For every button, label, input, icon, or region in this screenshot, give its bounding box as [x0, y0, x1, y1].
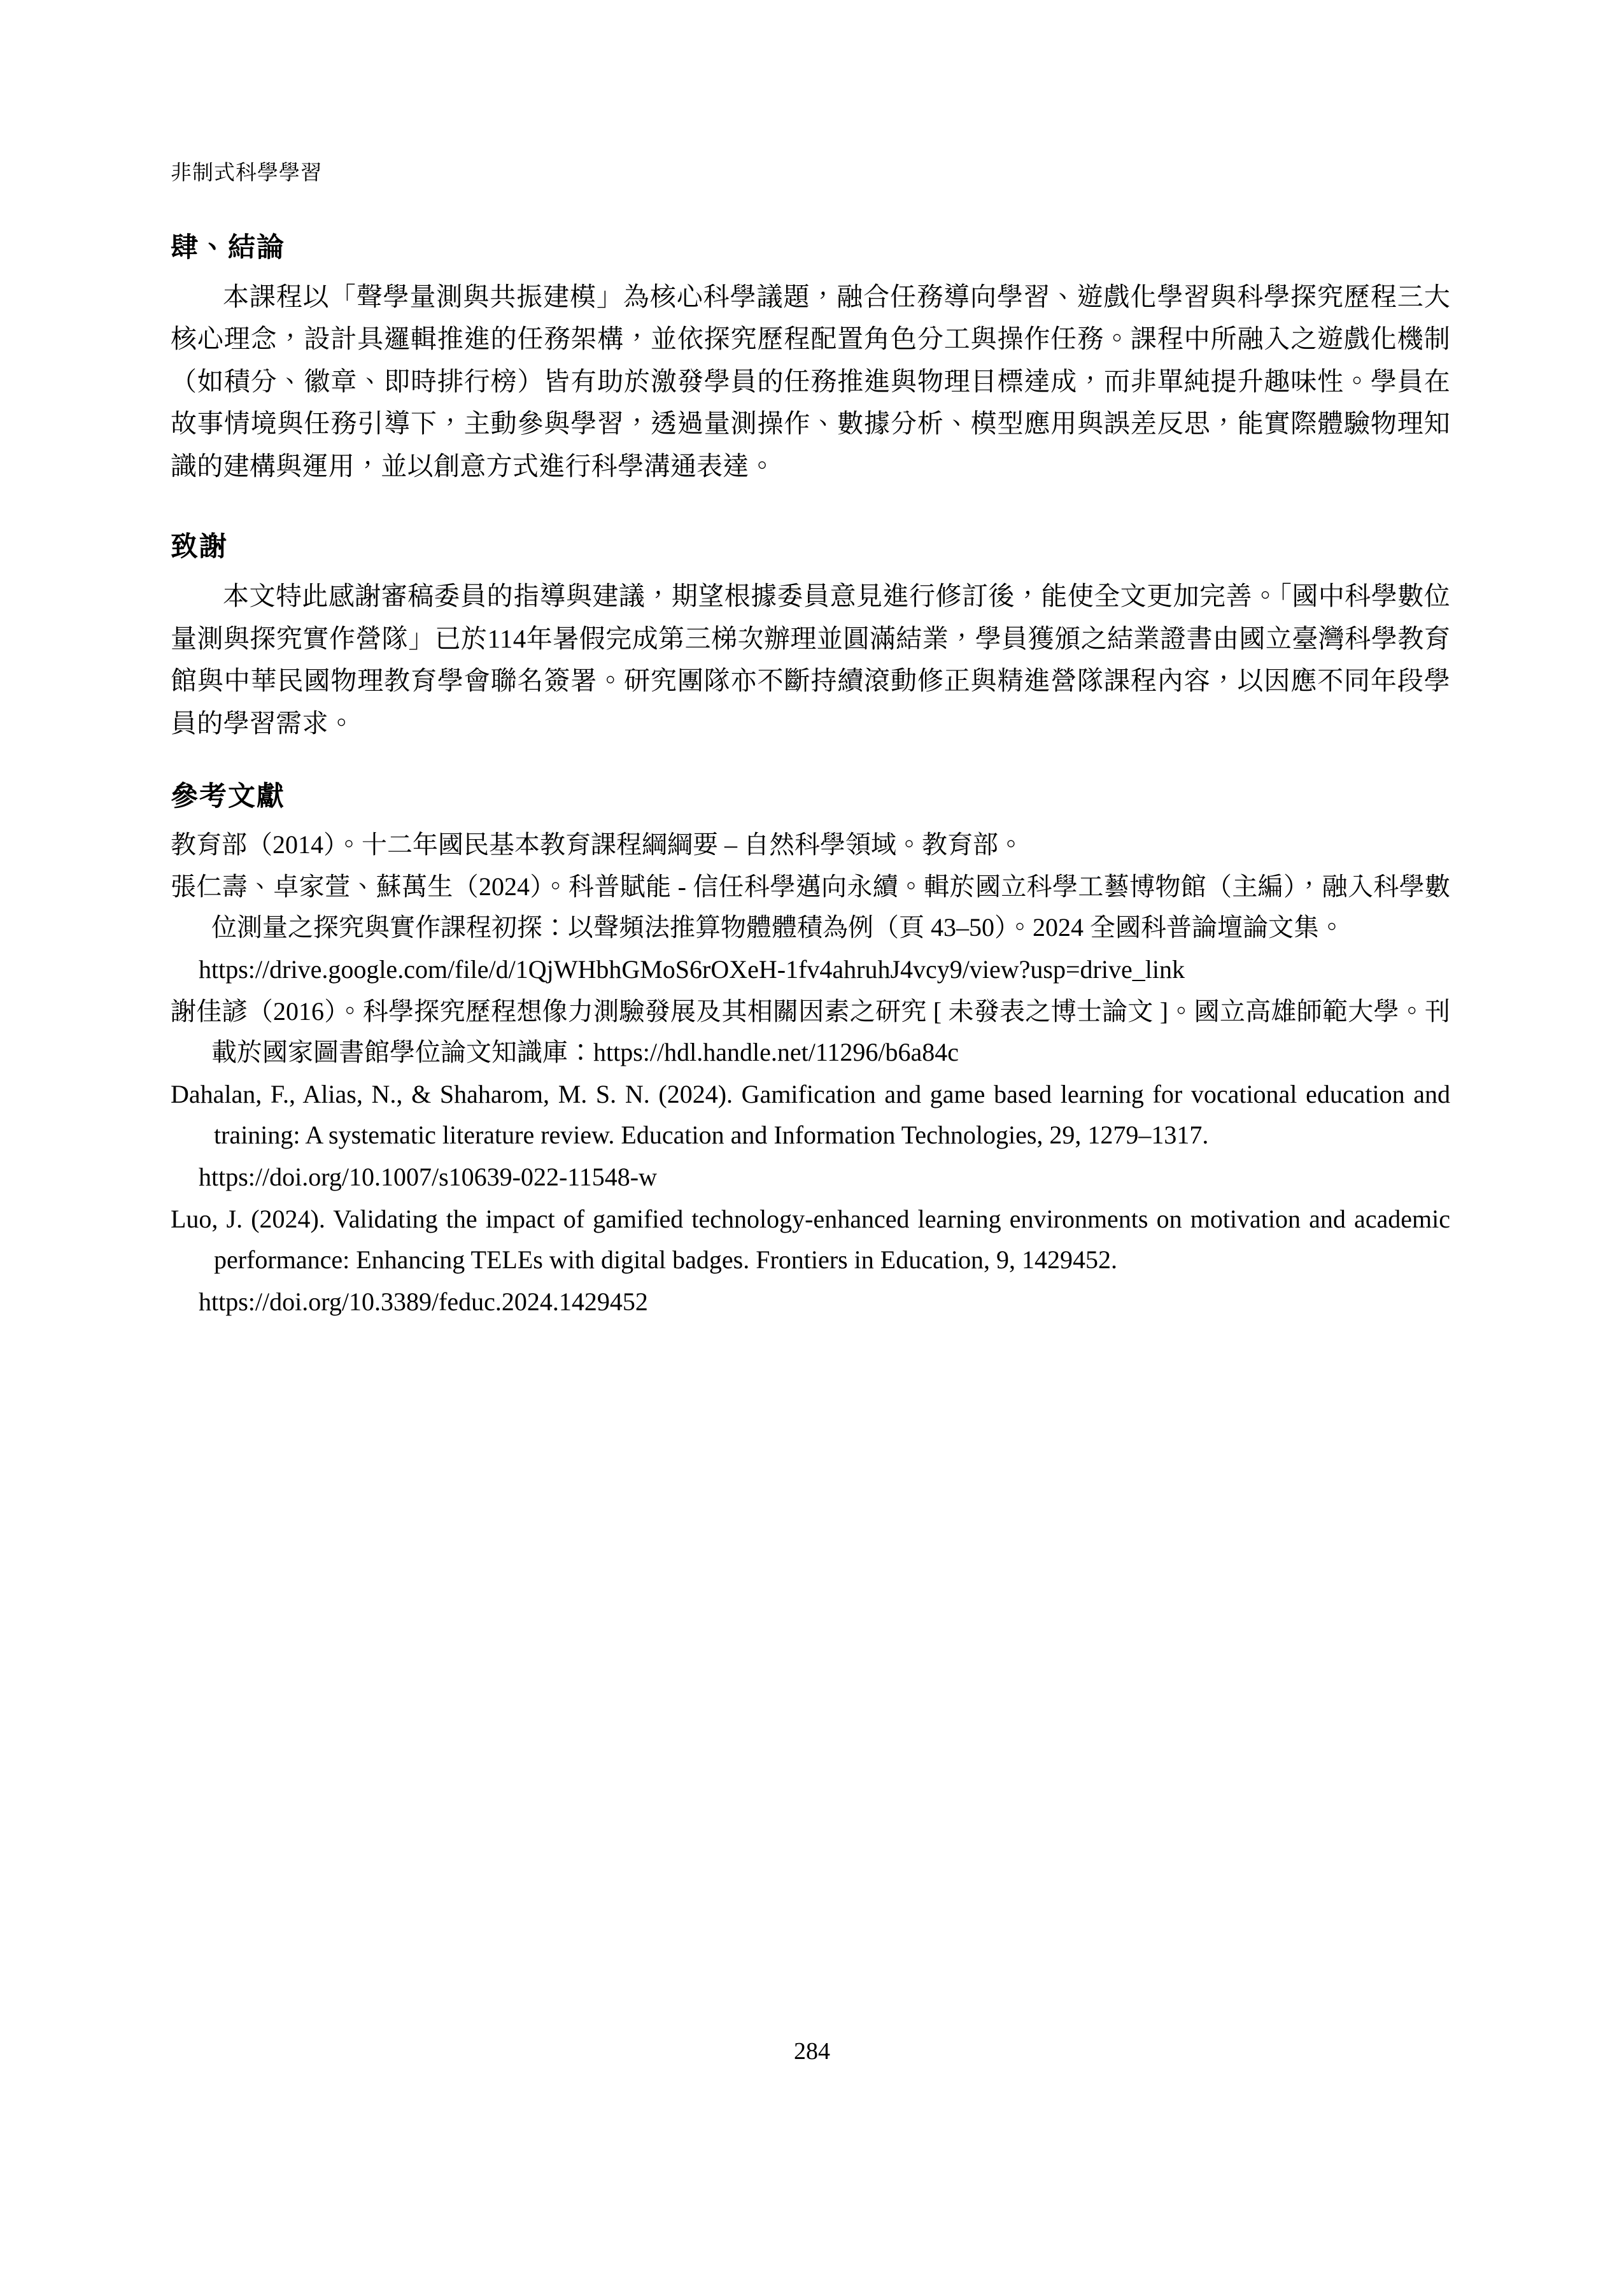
reference-url[interactable]: https://drive.google.com/file/d/1QjWHbhGMoS6rOXeH-1fv4ahruhJ4vcy9/view?usp=drive_link — [199, 955, 1185, 984]
section-heading-references: 參考文獻 — [171, 780, 285, 812]
reference-list — [171, 824, 1450, 1322]
reference-url[interactable]: https://doi.org/10.3389/feduc.2024.1429452 — [199, 1287, 648, 1317]
conclusion-paragraph: 本課程以「聲學量測與共振建模」為核心科學議題，融合任務導向學習、遊戲化學習與科學探究歷程三大核心理念，設計具邏輯推進的任務架構，並依探究歷程配置角色分工與操作任務。課程中所融入之遊戲化機制（如積分、徽章、即時排行榜）皆有助於激發學員的任務推進與物理目標達成，而非單純提升趣味性。學員在故事情境與任務引導下，主動參與學習，透過量測操作、數據分析、模型應用與誤差反思，能實際體驗物理知識的建構與運用，並以創意方式進行科學溝通表達。 — [171, 282, 1450, 481]
reference-url[interactable]: https://doi.org/10.1007/s10639-022-11548-w — [199, 1163, 657, 1192]
page-number: 284 — [794, 2038, 830, 2065]
reference-item: 教育部（2014）。十二年國民基本教育課程綱綱要 – 自然科學領域。教育部。 — [171, 830, 1024, 860]
reference-item: 張仁壽、卓家萱、蘇萬生（2024）。科普賦能 - 信任科學邁向永續。輯於國立科學工藝博物館（主編），融入科學數位測量之探究與實作課程初探：以聲頻法推算物體體積為例（頁 43–50）。2024 全國科普論壇論文集。 — [171, 872, 1450, 942]
page-content — [171, 159, 1450, 1324]
section-heading-acknowledgement: 致謝 — [171, 531, 228, 563]
reference-item: Luo, J. (2024). Validating the impact of gamified technology-enhanced learning environments on motivation and academic performance: Enhancing TELEs with digital badges. Frontiers in Education, 9, 1429452. — [171, 1205, 1450, 1275]
section-heading-conclusion: 肆、結論 — [171, 231, 285, 264]
spacer — [171, 744, 1450, 777]
spacer — [171, 487, 1450, 528]
running-head: 非制式科學學習 — [171, 160, 322, 185]
reference-item: 謝佳諺（2016）。科學探究歷程想像力測驗發展及其相關因素之研究 [ 未發表之博士論文 ]。國立高雄師範大學。刊載於國家圖書館學位論文知識庫：https://hdl.handle.net/11296/b6a84c — [171, 997, 1450, 1067]
acknowledgement-paragraph: 本文特此感謝審稿委員的指導與建議，期望根據委員意見進行修訂後，能使全文更加完善。「國中科學數位量測與探究實作營隊」已於114年暑假完成第三梯次辦理並圓滿結業，學員獲頒之結業證書由國立臺灣科學教育館與中華民國物理教育學會聯名簽署。研究團隊亦不斷持續滾動修正與精進營隊課程內容，以因應不同年段學員的學習需求。 — [171, 581, 1450, 738]
reference-item: Dahalan, F., Alias, N., & Shaharom, M. S. N. (2024). Gamification and game based learning for vocational education and training: A systematic literature review. Education and Information Technologies, 29, 1279–1317. — [171, 1080, 1450, 1150]
